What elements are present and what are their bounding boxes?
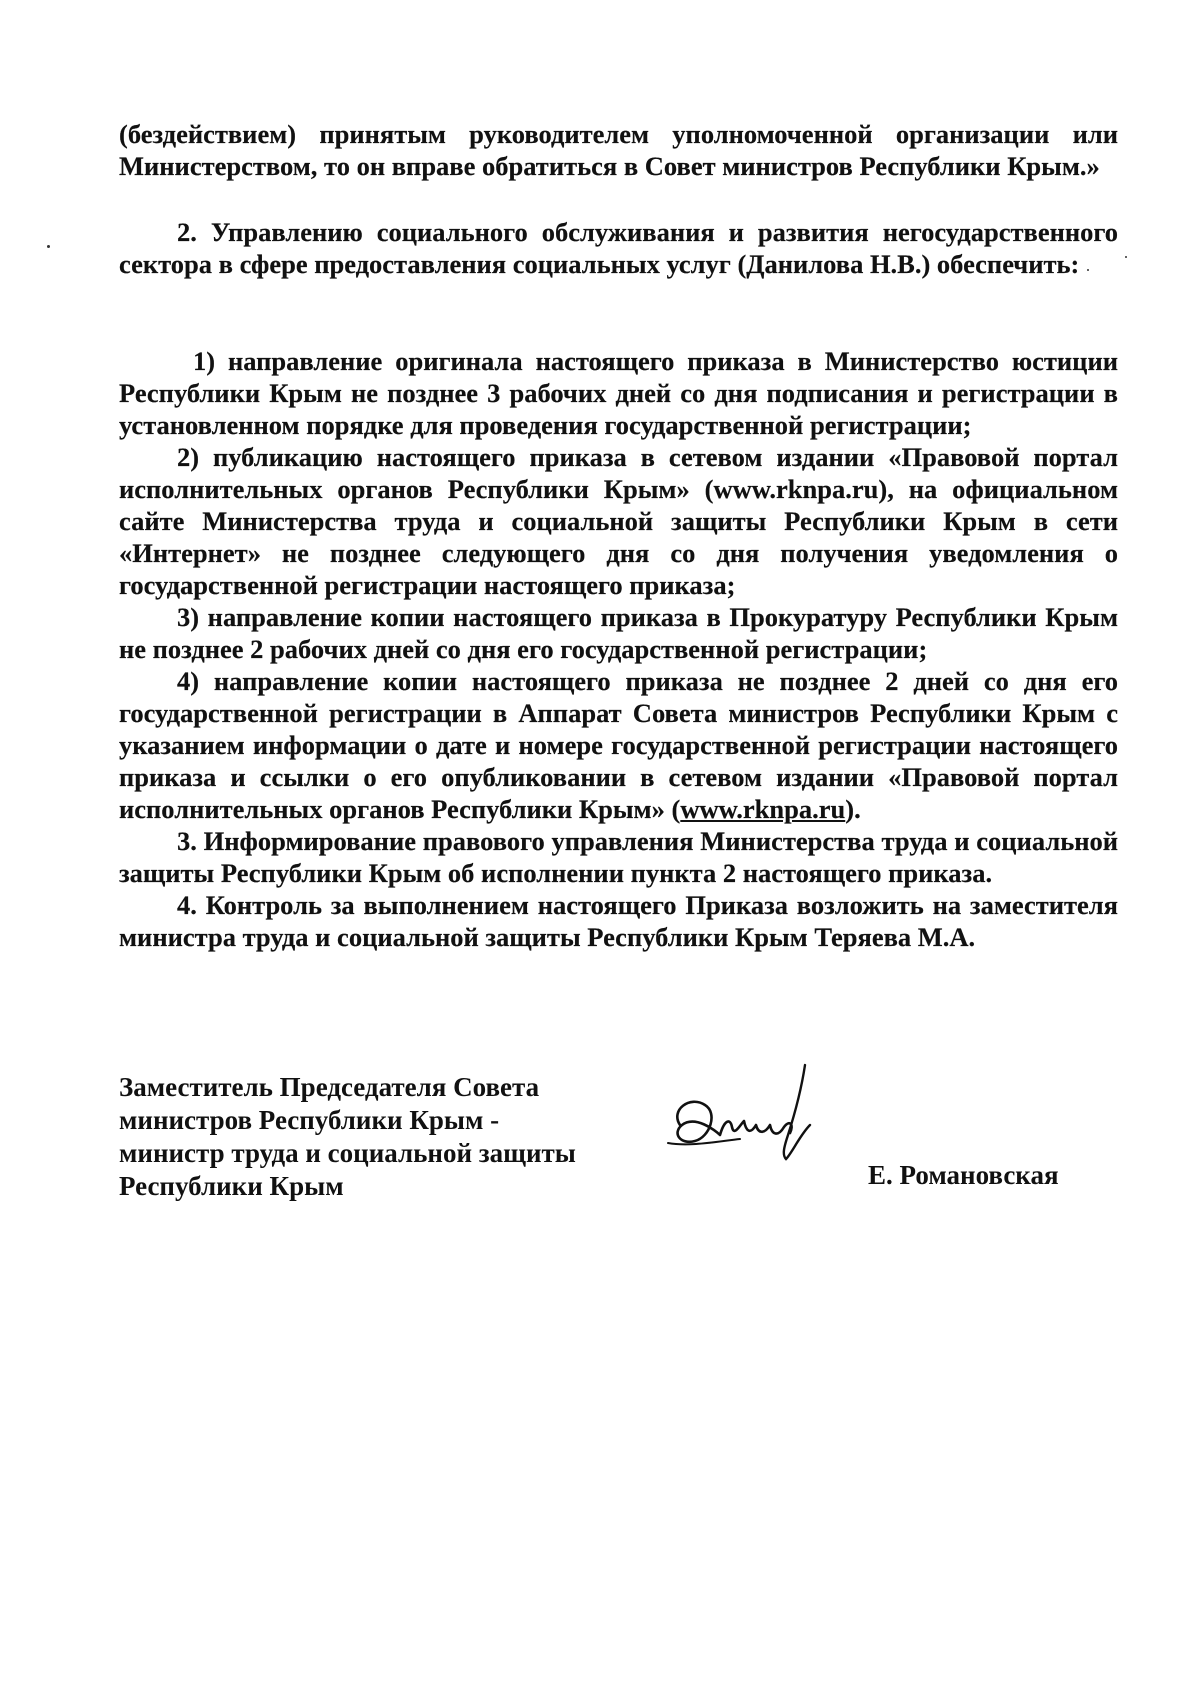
subitem-4-text: 4) направление копии настоящего приказа не позднее 2 дней со дня его государственной регистрации в Аппарат Совета министров Республики Крым с указанием информации о дате и номере государственной регистрации настоящего приказа и ссылки о его опубликовании в сетевом издании «Правовой портал исполнительных органов Республики Крым» (	[119, 666, 1118, 824]
subitem-3: 3) направление копии настоящего приказа в Прокуратуру Республики Крым не позднее 2 рабочих дней со дня его государственной регистрации;	[119, 602, 1118, 664]
item-2-paragraph	[119, 216, 1118, 280]
scan-speck	[1125, 256, 1127, 258]
signatory-title-line: Республики Крым	[119, 1171, 344, 1201]
subitem-2: 2) публикацию настоящего приказа в сетевом издании «Правовой портал исполнительных органов Республики Крым» (www.rknpa.ru), на официальном сайте Министерства труда и социальной защиты Республики Крым в сети «Интернет» не позднее следующего дня со дня получения уведомления о государственной регистрации настоящего приказа;	[119, 442, 1118, 600]
subitem-4-tail: ).	[845, 794, 861, 824]
subitem-4	[119, 665, 1118, 825]
signatory-title-line: Заместитель Председателя Совета	[119, 1072, 540, 1102]
signatory-name: Е. Романовская	[868, 1160, 1059, 1190]
intro-text: (бездействием) принятым руководителем уполномоченной организации или Министерством, то он вправе обратиться в Совет министров Республики Крым.»	[119, 119, 1118, 181]
scan-speck	[47, 245, 50, 248]
signatory-title	[119, 1071, 679, 1203]
subitems-list	[119, 345, 1118, 953]
intro-paragraph	[119, 118, 1118, 182]
signatory-title-line: министров Республики Крым -	[119, 1105, 500, 1135]
rknpa-link[interactable]: www.rknpa.ru	[680, 794, 846, 824]
item-2-text: 2. Управлению социального обслуживания и развития негосударственного сектора в сфере предоставления социальных услуг (Данилова Н.В.) обеспечить:	[119, 217, 1118, 279]
signatory-title-line: министр труда и социальной защиты	[119, 1138, 576, 1168]
scan-speck	[1087, 269, 1089, 271]
item-3-text: 3. Информирование правового управления Министерства труда и социальной защиты Республики Крым об исполнении пункта 2 настоящего приказа.	[119, 826, 1118, 888]
item-4-text: 4. Контроль за выполнением настоящего Приказа возложить на заместителя министра труда и социальной защиты Республики Крым Теряева М.А.	[119, 890, 1118, 952]
subitem-1: 1) направление оригинала настоящего приказа в Министерство юстиции Республики Крым не позднее 3 рабочих дней со дня подписания и регистрации в установленном порядке для проведения государственной регистрации;	[119, 346, 1118, 440]
handwritten-signature-icon	[660, 1055, 870, 1185]
